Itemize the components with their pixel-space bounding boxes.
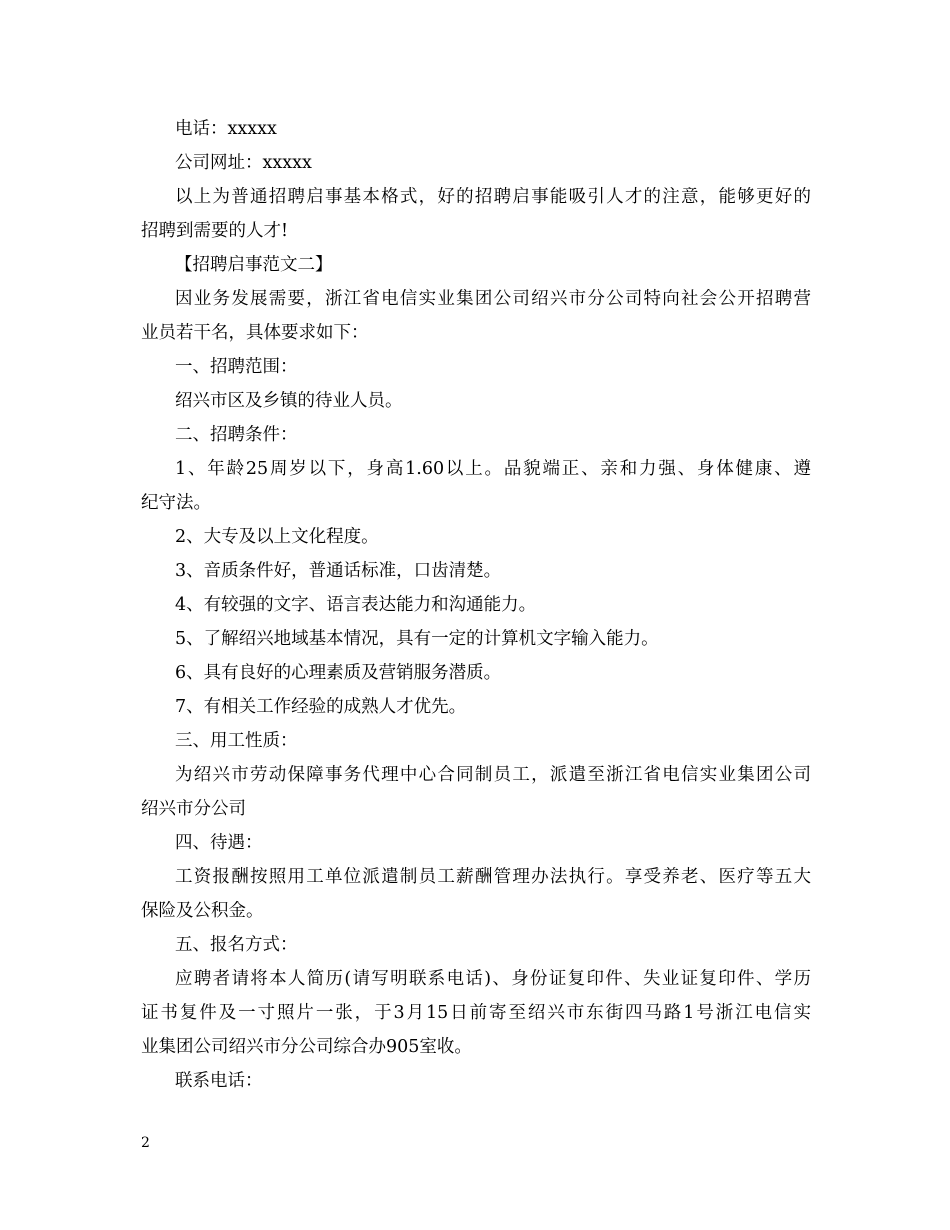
text-line: 三、用工性质：	[175, 731, 298, 751]
document-body	[141, 112, 811, 1098]
text-line: 因业务发展需要，浙江省电信实业集团公司绍兴市分公司特向社会公开招聘营	[175, 289, 811, 309]
text-line: 2、大专及以上文化程度。	[175, 527, 379, 547]
text-line: 4、有较强的文字、语言表达能力和沟通能力。	[175, 595, 537, 615]
text-line: 【招聘启事范文二】	[175, 255, 333, 275]
text-line: 7、有相关工作经验的成熟人才优先。	[175, 697, 467, 717]
text-line: 电话：xxxxx	[175, 119, 277, 139]
text-line: 一、招聘范围：	[175, 357, 298, 377]
text-line: 二、招聘条件：	[175, 425, 298, 445]
text-line: 工资报酬按照用工单位派遣制员工薪酬管理办法执行。享受养老、医疗等五大	[175, 867, 811, 887]
text-line: 以上为普通招聘启事基本格式，好的招聘启事能吸引人才的注意，能够更好的	[175, 187, 811, 207]
text-line: 公司网址：xxxxx	[175, 153, 312, 173]
text-line: 纪守法。	[141, 493, 211, 513]
text-line: 保险及公积金。	[141, 901, 264, 921]
text-line: 3、音质条件好，普通话标准，口齿清楚。	[175, 561, 502, 581]
text-line: 业集团公司绍兴市分公司综合办905室收。	[141, 1037, 472, 1057]
text-line: 业员若干名，具体要求如下：	[141, 323, 369, 343]
text-line: 证书复件及一寸照片一张，于3月15日前寄至绍兴市东街四马路1号浙江电信实	[141, 1003, 811, 1023]
text-line: 1、年龄25周岁以下，身高1.60以上。品貌端正、亲和力强、身体健康、遵	[175, 459, 811, 479]
text-line: 五、报名方式：	[175, 935, 298, 955]
text-line: 绍兴市分公司	[141, 799, 246, 819]
text-line: 为绍兴市劳动保障事务代理中心合同制员工，派遣至浙江省电信实业集团公司	[175, 765, 811, 785]
text-line: 应聘者请将本人简历(请写明联系电话)、身份证复印件、失业证复印件、学历	[175, 969, 811, 989]
text-line: 四、待遇：	[175, 833, 263, 853]
text-line: 5、了解绍兴地域基本情况，具有一定的计算机文字输入能力。	[175, 629, 659, 649]
text-line: 6、具有良好的心理素质及营销服务潜质。	[175, 663, 502, 683]
text-line: 招聘到需要的人才!	[141, 221, 289, 241]
page-number: 2	[141, 1135, 150, 1151]
text-line: 联系电话：	[175, 1071, 263, 1091]
text-line: 绍兴市区及乡镇的待业人员。	[175, 391, 403, 411]
